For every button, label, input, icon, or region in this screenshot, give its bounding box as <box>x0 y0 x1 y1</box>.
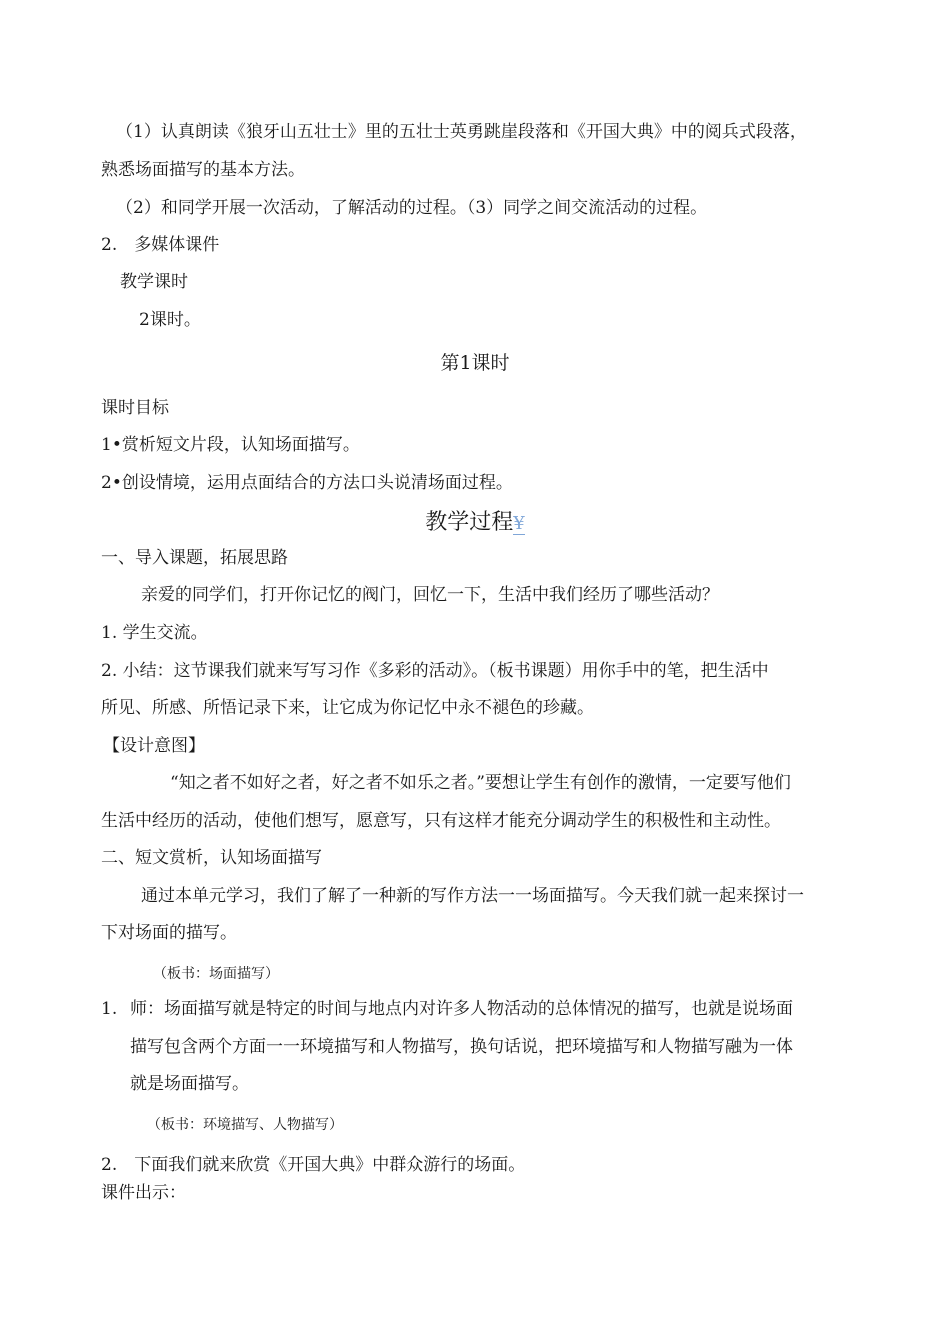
board-note-2: （板书：环境描写、人物描写） <box>147 1117 343 1133</box>
process-title <box>0 510 950 537</box>
section1-step2-line2: 所见、所感、所悟记录下来，让它成为你记忆中永不褪色的珍藏。 <box>101 698 594 718</box>
section1-step2-line1: 2. 小结：这节课我们就来写写习作《多彩的活动》。（板书课题）用你手中的笔，把生活中 <box>101 661 769 681</box>
section2-item1-line2: 描写包含两个方面一一环境描写和人物描写，换句话说，把环境描写和人物描写融为一体 <box>130 1037 793 1057</box>
section2-intro-line2: 下对场面的描写。 <box>101 923 237 943</box>
design-heading: 【设计意图】 <box>103 736 205 756</box>
hours-heading: 教学课时 <box>120 272 188 292</box>
hours-value: 2课时。 <box>139 310 201 330</box>
section1-heading: 一、导入课题，拓展思路 <box>101 548 288 568</box>
materials-item1-line2: 熟悉场面描写的基本方法。 <box>101 160 305 180</box>
board-note-1: （板书：场面描写） <box>153 966 279 982</box>
section2-item1-line3: 就是场面描写。 <box>130 1074 249 1094</box>
section1-intro: 亲爱的同学们，打开你记忆的阀门，回忆一下，生活中我们经历了哪些活动？ <box>141 585 719 605</box>
goal-2: 2•创设情境，运用点面结合的方法口头说清场面过程。 <box>101 473 513 493</box>
courseware-label: 课件出示： <box>101 1183 186 1203</box>
section1-step1: 1. 学生交流。 <box>101 623 208 643</box>
design-line2: 生活中经历的活动，使他们想写，愿意写，只有这样才能充分调动学生的积极性和主动性。 <box>101 811 781 831</box>
materials-item1-line1: （1）认真朗读《狼牙山五壮士》里的五壮士英勇跳崖段落和《开国大典》中的阅兵式段落， <box>116 122 807 142</box>
goal-heading: 课时目标 <box>101 398 169 418</box>
section2-heading: 二、短文赏析，认知场面描写 <box>101 848 322 868</box>
design-line1: “知之者不如好之者，好之者不如乐之者。”要想让学生有创作的激情，一定要写他们 <box>170 773 791 793</box>
section2-intro-line1: 通过本单元学习，我们了解了一种新的写作方法一一场面描写。今天我们就一起来探讨一 <box>141 886 804 906</box>
link-mark: ¥ <box>513 513 525 534</box>
section2-item1-num: 1. <box>101 999 118 1019</box>
process-title-text: 教学过程 <box>425 510 514 535</box>
section2-item1-line1: 师：场面描写就是特定的时间与地点内对许多人物活动的总体情况的描写，也就是说场面 <box>130 999 793 1019</box>
materials-media: 2. 多媒体课件 <box>101 235 220 255</box>
lesson-title: 第1课时 <box>440 352 510 374</box>
section2-item2: 2. 下面我们就来欣赏《开国大典》中群众游行的场面。 <box>101 1155 526 1175</box>
goal-1: 1•赏析短文片段，认知场面描写。 <box>101 435 360 455</box>
materials-item2-item3: （2）和同学开展一次活动，了解活动的过程。（3）同学之间交流活动的过程。 <box>116 198 708 218</box>
